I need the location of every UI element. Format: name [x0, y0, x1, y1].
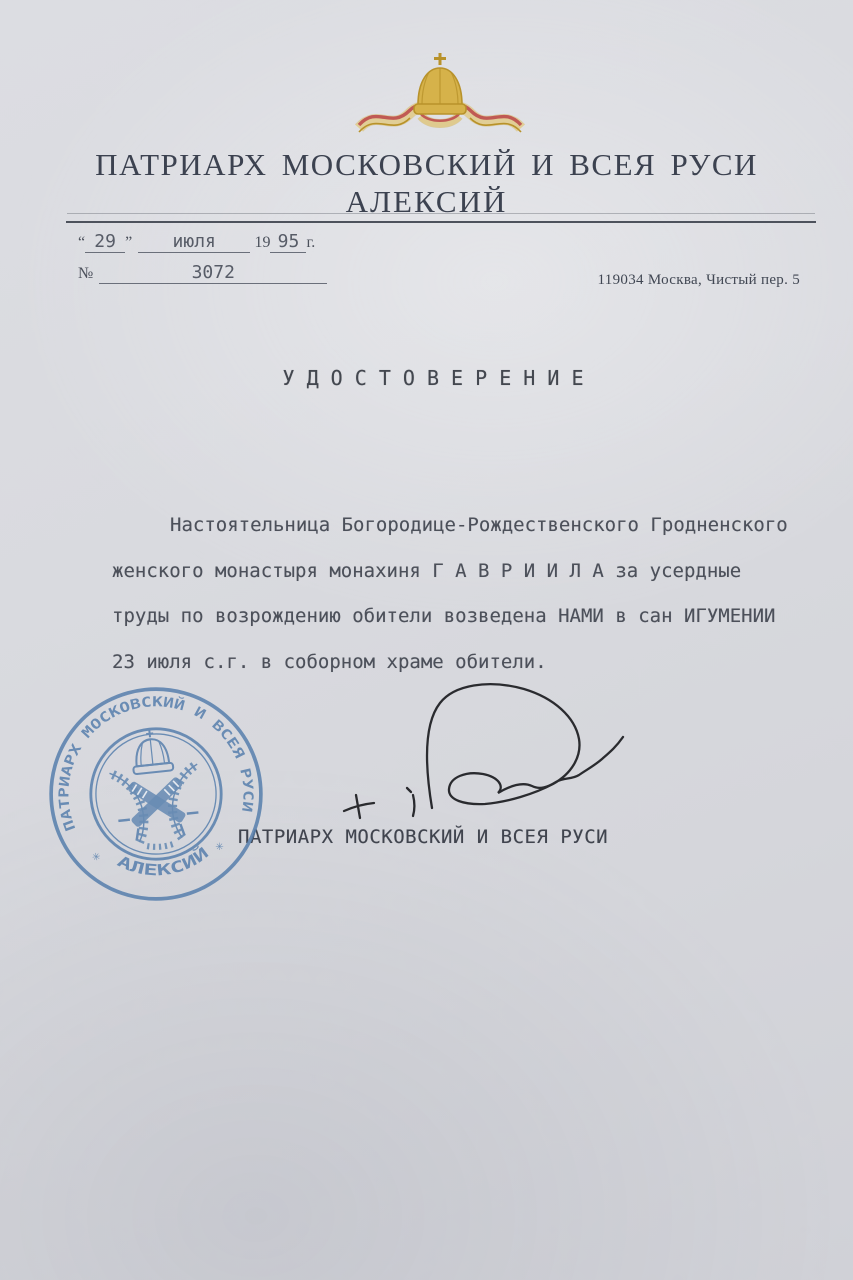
certificate-body	[112, 503, 812, 685]
stamp-ring-text-bottom: АЛЕКСИЙ	[114, 846, 208, 880]
date-day: 29	[94, 231, 116, 252]
date-month: июля	[172, 231, 216, 252]
signature-stroke	[427, 684, 623, 808]
year-prefix: 19	[254, 234, 271, 251]
body-line: женского монастыря монахиня Г А В Р И И Л А за усердные	[112, 559, 742, 582]
open-quote: “	[78, 234, 86, 251]
stamp-inner-ring	[84, 722, 227, 865]
signature-cross	[344, 795, 374, 818]
crest-crown	[414, 53, 466, 114]
body-line: труды по возрождению обители возведена НАМИ в сан ИГУМЕНИИ	[112, 605, 776, 627]
letterhead-rule	[66, 221, 816, 223]
signature-caption: ПАТРИАРХ МОСКОВСКИЙ И ВСЕЯ РУСИ	[238, 826, 609, 848]
patriarch-signature	[328, 676, 660, 826]
patriarchal-crest	[351, 48, 529, 142]
signature-tick	[407, 788, 415, 816]
body-line: Настоятельница Богородице-Рождественского Гродненского	[170, 514, 788, 536]
close-quote: ”	[125, 234, 133, 251]
letterhead-address: 119034 Москва, Чистый пер. 5	[597, 272, 800, 288]
body-line: 23 июля с.г. в соборном храме обители.	[112, 650, 547, 673]
date-year: 95	[277, 231, 300, 252]
letterhead-title: ПАТРИАРХ МОСКОВСКИЙ И ВСЕЯ РУСИ	[95, 147, 758, 182]
certificate-heading: У Д О С Т О В Е Р Е Н И Е	[282, 366, 584, 390]
letterhead-patriarch-name: АЛЕКСИЙ	[345, 184, 508, 219]
stamp-ring-text-top: ПАТРИАРХ МОСКОВСКИЙ И ВСЕЯ РУСИ	[56, 694, 256, 834]
patriarch-seal-stamp	[33, 671, 279, 917]
number-sign: №	[78, 265, 94, 282]
stamp-star-right: ✳	[211, 838, 228, 855]
letterhead-rule-thin	[67, 213, 815, 214]
document-number: 3072	[191, 262, 235, 283]
stamp-star-left: ✳	[88, 848, 104, 866]
crest-ribbon-center	[421, 114, 459, 124]
year-suffix: г.	[306, 234, 316, 251]
date-line	[78, 232, 315, 253]
